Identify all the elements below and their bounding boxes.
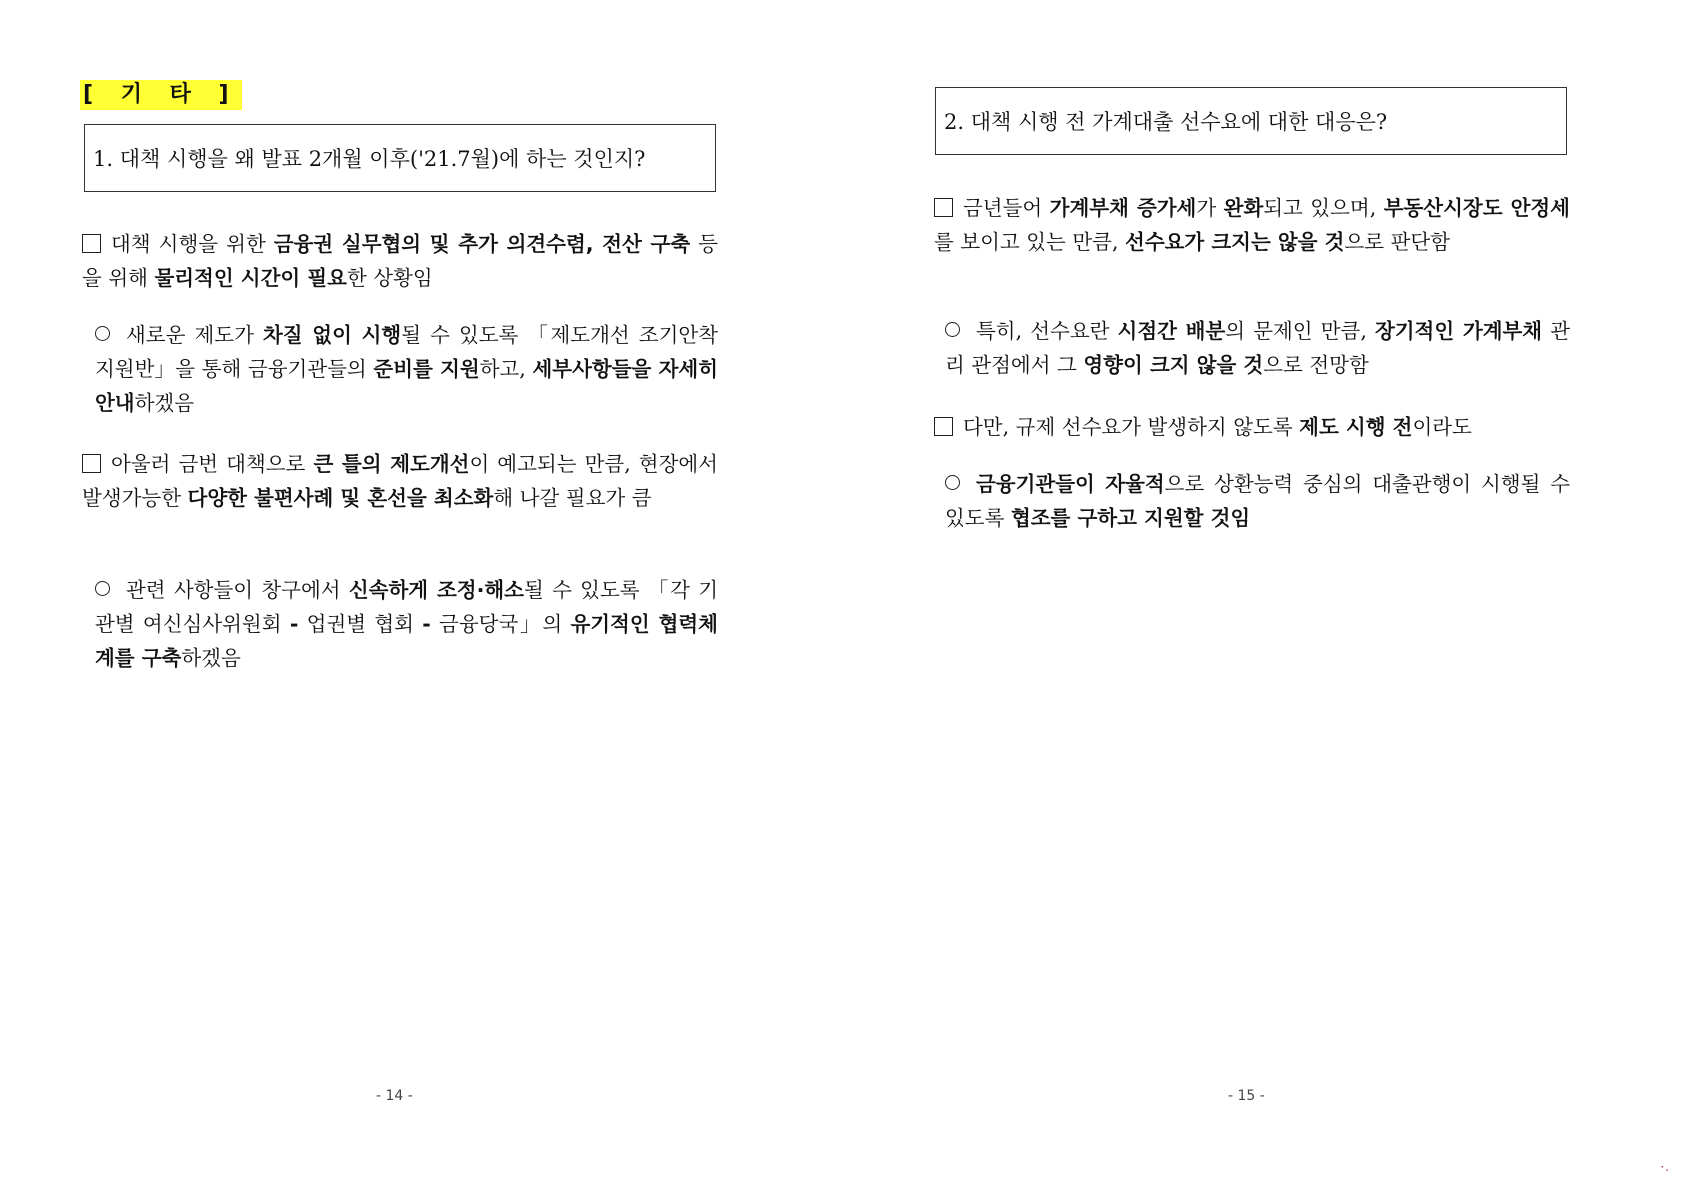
paragraph-r2-text: 특히, 선수요란 시점간 배분의 문제인 만큼, 장기적인 가계부채 관리 관점에서 그 영향이 크지 않을 것으로 전망함 (945, 319, 1571, 377)
paragraph-1-text: 대책 시행을 위한 금융권 실무협의 및 추가 의견수렴, 전산 구축 등을 위해 물리적인 시간이 필요한 상황임 (82, 232, 719, 290)
page-number-left: - 14 - (376, 1088, 413, 1104)
circle-bullet-icon (95, 581, 110, 596)
page-number-right: - 15 - (1228, 1088, 1265, 1104)
square-bullet-icon (82, 234, 101, 253)
right-page (842, 0, 1684, 1190)
paragraph-2-text: 새로운 제도가 차질 없이 시행될 수 있도록 「제도개선 조기안착 지원반」을 통해 금융기관들의 준비를 지원하고, 세부사항들을 자세히 안내하겠음 (95, 323, 718, 415)
square-bullet-icon (934, 198, 953, 217)
paragraph-3-text: 아울러 금번 대책으로 큰 틀의 제도개선이 예고되는 만큼, 현장에서 발생가능한 다양한 불편사례 및 혼선을 최소화해 나갈 필요가 큼 (82, 452, 718, 510)
square-bullet-icon (82, 454, 101, 473)
paragraph-r1 (934, 191, 1570, 259)
paragraph-3 (82, 447, 718, 515)
question-box-2 (935, 87, 1567, 155)
paragraph-4-text: 관련 사항들이 창구에서 신속하게 조정·해소될 수 있도록 「각 기관별 여신심사위원회 - 업권별 협회 - 금융당국」의 유기적인 협력체계를 구축하겠음 (95, 578, 718, 670)
corner-mark: ·. (1660, 1160, 1670, 1174)
paragraph-r4-text: 금융기관들이 자율적으로 상환능력 중심의 대출관행이 시행될 수 있도록 협조를 구하고 지원할 것임 (945, 472, 1570, 530)
paragraph-r1-text: 금년들어 가계부채 증가세가 완화되고 있으며, 부동산시장도 안정세를 보이고 있는 만큼, 선수요가 크지는 않을 것으로 판단함 (934, 196, 1570, 254)
paragraph-r3-text: 다만, 규제 선수요가 발생하지 않도록 제도 시행 전이라도 (963, 415, 1472, 439)
paragraph-4 (95, 573, 718, 675)
paragraph-r4 (945, 467, 1570, 535)
paragraph-2 (95, 318, 718, 420)
question-box-1 (84, 124, 716, 192)
circle-bullet-icon (945, 322, 960, 337)
paragraph-1 (82, 227, 718, 295)
paragraph-r3 (934, 410, 1570, 444)
question-2-text: 2. 대책 시행 전 가계대출 선수요에 대한 대응은? (944, 110, 1388, 134)
circle-bullet-icon (945, 475, 960, 490)
section-tag: [ 기 타 ] (80, 80, 242, 110)
paragraph-r2 (945, 314, 1570, 382)
square-bullet-icon (934, 417, 953, 436)
circle-bullet-icon (95, 326, 110, 341)
question-1-text: 1. 대책 시행을 왜 발표 2개월 이후('21.7월)에 하는 것인지? (93, 147, 646, 171)
